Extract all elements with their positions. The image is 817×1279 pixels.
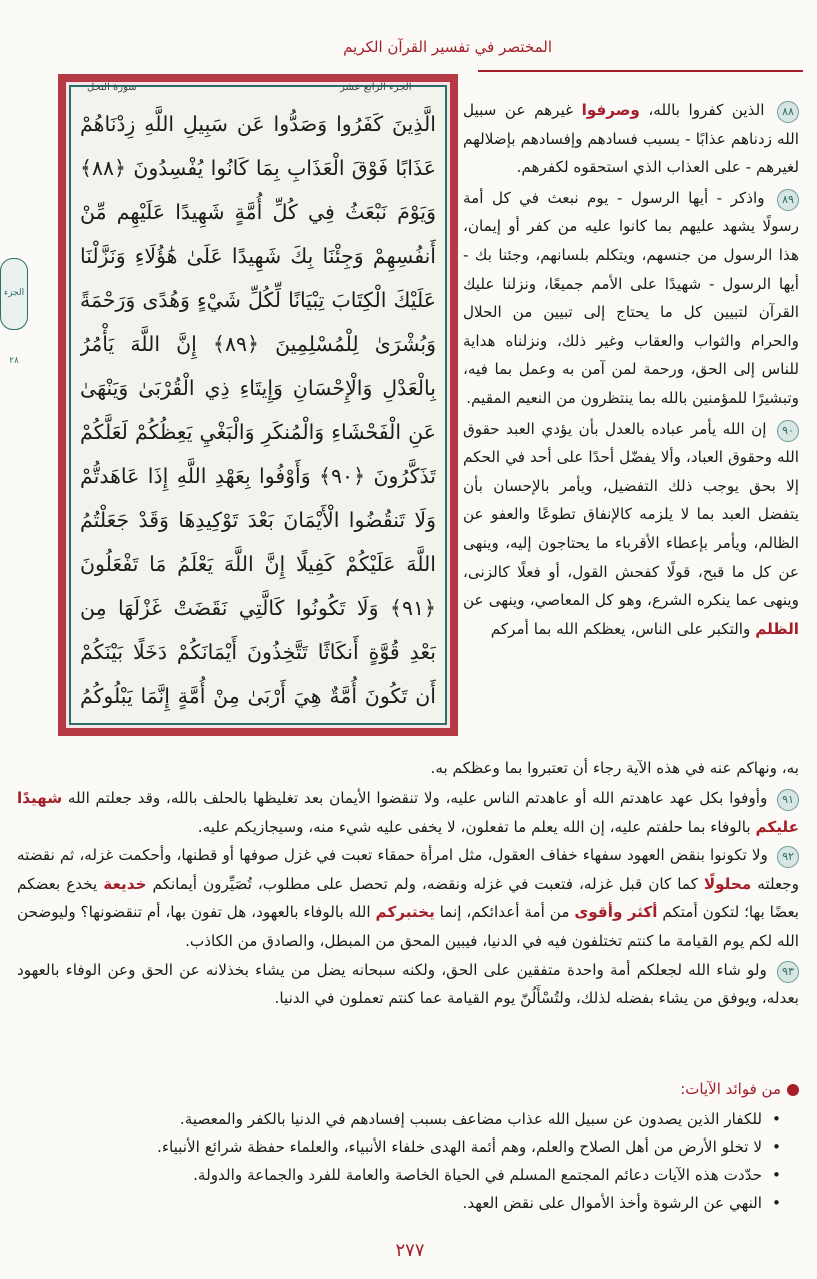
tafsir-92-highlight-4: يختبركم	[375, 903, 435, 922]
header-title: المختصر في تفسير القرآن الكريم	[343, 38, 552, 56]
ayah-number-93: ٩٣	[777, 961, 799, 983]
tafsir-92-highlight-2: خديعة	[103, 874, 147, 893]
benefits-heading: من فوائد الآيات:	[680, 1080, 781, 1098]
ayah-number-88: ٨٨	[777, 101, 799, 123]
tafsir-89-text: واذكر - أيها الرسول - يوم نبعث في كل أمة رسولًا يشهد عليهم بما كانوا عليه من كفر أو إيمان، هذا الرسول من جنسهم، ويتكلم بلسانهم، وجئنا بك - أيها الرسول - شهيدًا على الأمم جميعًا، ونزلنا عليك القرآن لتبيين كل ما يحتاج إلى تبيين من الحلال والحرام والثواب والعقاب وغير ذلك، ونزلناه هداية للناس إلى الحق، ورحمة لمن آمن به وعمل بما فيه، وتبشيرًا للمؤمنين بالله بما ينتظرون من النعيم المقيم.	[463, 188, 799, 407]
benefit-item: • للكفار الذين يصدون عن سبيل الله عذاب مضاعف بسبب إفسادهم في الدنيا بالكفر والمعصية.	[21, 1106, 781, 1132]
tafsir-92-text-4: من أمة أعدائكم، إنما	[439, 903, 570, 922]
tafsir-92-text-5: الله بالوفاء بالعهود، هل تفون بها، أم تنقضونها؟ وليوضحن الله لكم يوم القيامة ما كنتم تختلفون فيه في الدنيا، فيبين المحق من المبطل، والصادق من الكاذب.	[17, 903, 799, 950]
tafsir-91-text: وأوفوا بكل عهد عاهدتم الله أو عاهدتم الناس عليه، ولا تنقضوا الأيمان بعد تغليظها بالحلف بالله، وقد جعلتم الله	[67, 789, 768, 807]
benefit-item: • حدّدت هذه الآيات دعائم المجتمع المسلم في الحياة الخاصة والعامة للفرد والجماعة والدولة.	[21, 1162, 781, 1188]
header-rule	[478, 70, 803, 72]
ayah-number-90: ٩٠	[777, 420, 799, 442]
ayah-number-92: ٩٢	[777, 846, 799, 868]
tafsir-93-text: ولو شاء الله لجعلكم أمة واحدة متفقين على الحق، ولكنه سبحانه يضل من يشاء بخذلانه عن الحق وعن الوفاء بالعهود بعدله، ويوفق من يشاء بفضله لذلك، ولتُسْأَلُنّ يوم القيامة عما كنتم تعملون في الدنيا.	[17, 960, 799, 1008]
juz-label: الجزء الرابع عشر	[340, 82, 412, 93]
benefit-item: • لا تخلو الأرض من أهل الصلاح والعلم، وهم أئمة الهدى خلفاء الأنبياء، والعلماء حفظة شرائع الأنبياء.	[21, 1134, 781, 1160]
tafsir-92-text: ولا تكونوا بنقض العهود سفهاء خفاف العقول، مثل امرأة حمقاء تعبت في غزل صوفها أو قطنها، وأحكمت غزله، ثم نقضته وجعلته	[17, 846, 800, 893]
ayah-number-89: ٨٩	[777, 189, 799, 211]
benefit-item: • النهي عن الرشوة وأخذ الأموال على نقض العهد.	[21, 1190, 781, 1216]
page-number: ٢٧٧	[395, 1240, 425, 1261]
tafsir-92-text-2: كما كان قبل غزله، فتعبت في غزله ونقضه، ولم تحصل على مطلوب، تُصَيِّرون أيمانكم	[152, 874, 698, 893]
tafsir-92-text-3: يخدع بعضكم بعضًا بها؛ لتكون أمتكم	[17, 874, 800, 922]
side-juz-marker: الجزء ٢٨	[0, 258, 28, 330]
benefits-title	[680, 1080, 799, 1098]
ayah-number-91: ٩١	[777, 789, 799, 811]
quran-text: الَّذِينَ كَفَرُوا وَصَدُّوا عَن سَبِيلِ اللَّهِ زِدْنَاهُمْ عَذَابًا فَوْقَ الْعَذَابِ بِمَا كَانُوا يُفْسِدُونَ ﴿٨٨﴾ وَيَوْمَ نَبْعَثُ فِي كُلِّ أُمَّةٍ شَهِيدًا عَلَيْهِم مِّنْ أَنفُسِهِمْ وَجِئْنَا بِكَ شَهِيدًا عَلَىٰ هَٰؤُلَاءِ وَنَزَّلْنَا عَلَيْكَ الْكِتَابَ تِبْيَانًا لِّكُلِّ شَيْءٍ وَهُدًى وَرَحْمَةً وَبُشْرَىٰ لِلْمُسْلِمِينَ ﴿٨٩﴾ إِنَّ اللَّهَ يَأْمُرُ بِالْعَدْلِ وَالْإِحْسَانِ وَإِيتَاءِ ذِي الْقُرْبَىٰ وَيَنْهَىٰ عَنِ الْفَحْشَاءِ وَالْمُنكَرِ وَالْبَغْيِ يَعِظُكُمْ لَعَلَّكُمْ تَذَكَّرُونَ ﴿٩٠﴾ وَأَوْفُوا بِعَهْدِ اللَّهِ إِذَا عَاهَدتُّمْ وَلَا تَنقُضُوا الْأَيْمَانَ بَعْدَ تَوْكِيدِهَا وَقَدْ جَعَلْتُمُ اللَّهَ عَلَيْكُمْ كَفِيلًا إِنَّ اللَّهَ يَعْلَمُ مَا تَفْعَلُونَ ﴿٩١﴾ وَلَا تَكُونُوا كَالَّتِي نَقَضَتْ غَزْلَهَا مِن بَعْدِ قُوَّةٍ أَنكَاثًا تَتَّخِذُونَ أَيْمَانَكُمْ دَخَلًا بَيْنَكُمْ أَن تَكُونَ أُمَّةٌ هِيَ أَرْبَىٰ مِنْ أُمَّةٍ إِنَّمَا يَبْلُوكُمُ	[80, 112, 436, 708]
tafsir-90-text: إن الله يأمر عباده بالعدل بأن يؤدي العبد حقوق الله وحقوق العباد، وألا يفضّل أحدًا على أحد في الحكم إلا بحق يوجب ذلك التفضيل، ويأمر بالإحسان بأن يتفضل العبد بما لا يلزمه كالإنفاق تطوعًا والعفو عن الظالم، ويأمر بإعطاء الأقرباء ما يحتاجون إليه، وينهى عن كل ما قبح، قولًا كفحش القول، أو فعلًا كالزنى، وينهى عما ينكره الشرع، وهو كل المعاصي، وينهى عن	[463, 419, 799, 610]
tafsir-88-text-2: غيرهم عن سبيل الله زدناهم عذابًا - بسبب فسادهم وإفسادهم بإضلالهم لغيرهم - على العذاب الذي استحقوه لكفرهم.	[463, 101, 799, 177]
surah-label: سورة النحل	[87, 82, 137, 93]
tafsir-88-text: الذين كفروا بالله،	[648, 101, 765, 119]
tafsir-column	[463, 96, 799, 760]
tafsir-91-highlight: شهيدًا عليكم	[17, 789, 799, 836]
tafsir-90-text-2: والتكبر على الناس، يعظكم الله بما أمركم	[490, 619, 751, 638]
tafsir-92-highlight-3: أكثر وأقوى	[574, 903, 658, 922]
tafsir-92-highlight-1: محلولًا	[703, 874, 752, 893]
tafsir-91-text-2: بالوفاء بما حلفتم عليه، إن الله يعلم ما تفعلون، لا يخفى عليه شيء منه، وسيجازيكم عليه.	[197, 817, 751, 836]
tafsir-88-highlight: وصرفوا	[581, 101, 640, 119]
benefits-list	[21, 1106, 781, 1218]
tafsir-full-width	[17, 784, 799, 1013]
tafsir-90-continuation: به، ونهاكم عنه في هذه الآية رجاء أن تعتبروا بما وعظكم به.	[430, 759, 799, 777]
bullet-icon	[787, 1084, 799, 1096]
tafsir-90-highlight: الظلم	[755, 619, 799, 638]
